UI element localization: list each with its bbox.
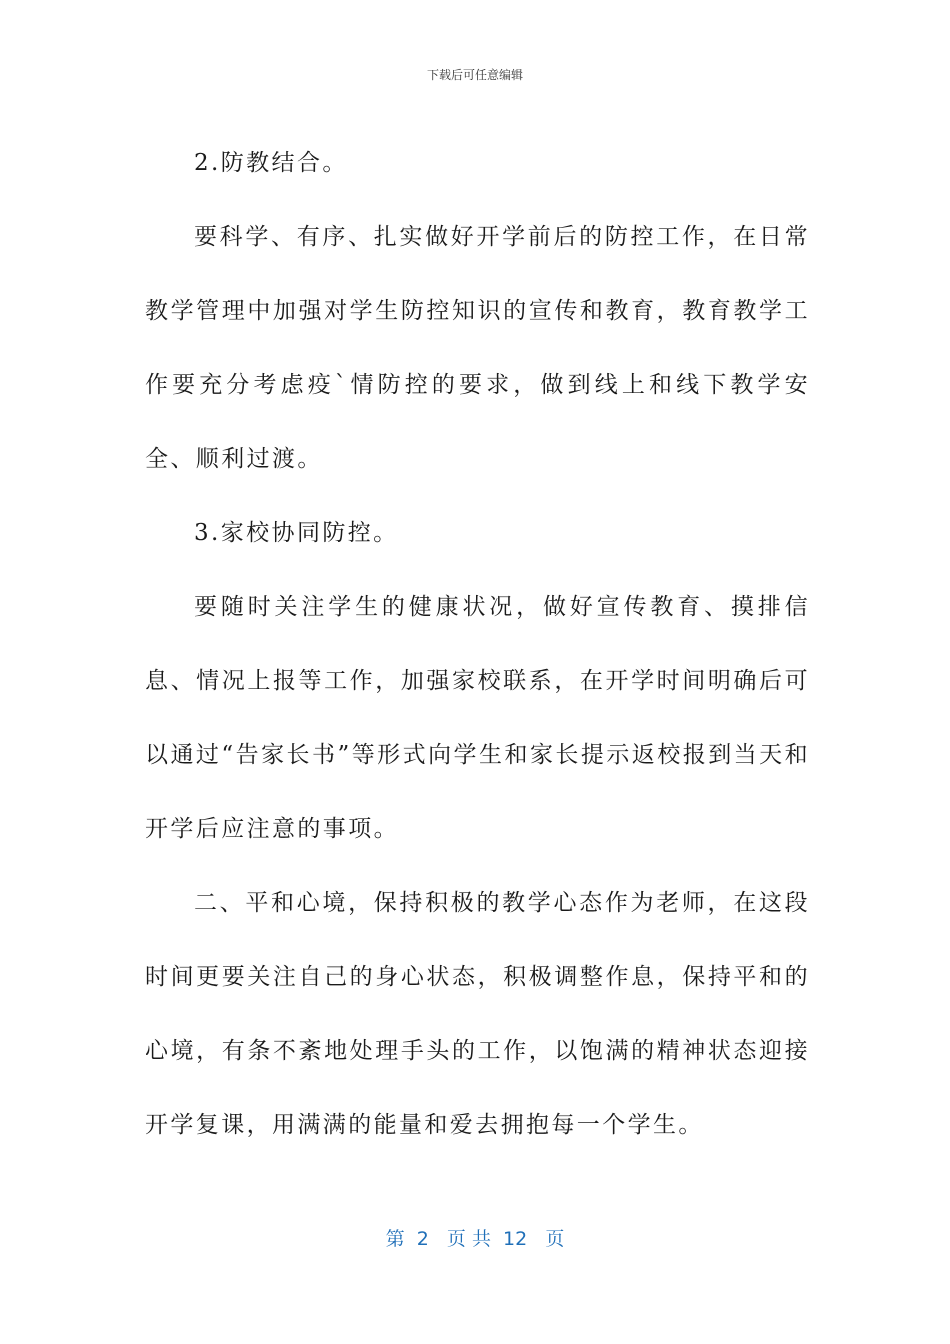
paragraph-4: 要随时关注学生的健康状况，做好宣传教育、摸排信息、情况上报等工作，加强家校联系，在开学时间明确后可以通过“告家长书”等形式向学生和家长提示返校报到当天和开学后应注意的事项。 xyxy=(145,594,810,842)
header-note: 下载后可任意编辑 xyxy=(426,68,523,82)
page-footer: 第 2 页 共 12 页 xyxy=(385,1228,565,1250)
document-body xyxy=(145,126,810,1162)
paragraph-1: 2.防教结合。 xyxy=(194,150,348,176)
paragraph-3: 3.家校协同防控。 xyxy=(194,520,399,546)
paragraph-5: 二、平和心境，保持积极的教学心态作为老师，在这段时间更要关注自己的身心状态，积极调整作息，保持平和的心境，有条不紊地处理手头的工作，以饱满的精神状态迎接开学复课，用满满的能量和爱去拥抱每一个学生。 xyxy=(145,890,810,1138)
paragraph-2: 要科学、有序、扎实做好开学前后的防控工作，在日常教学管理中加强对学生防控知识的宣传和教育，教育教学工作要充分考虑疫`情防控的要求，做到线上和线下教学安全、顺利过渡。 xyxy=(145,224,810,472)
